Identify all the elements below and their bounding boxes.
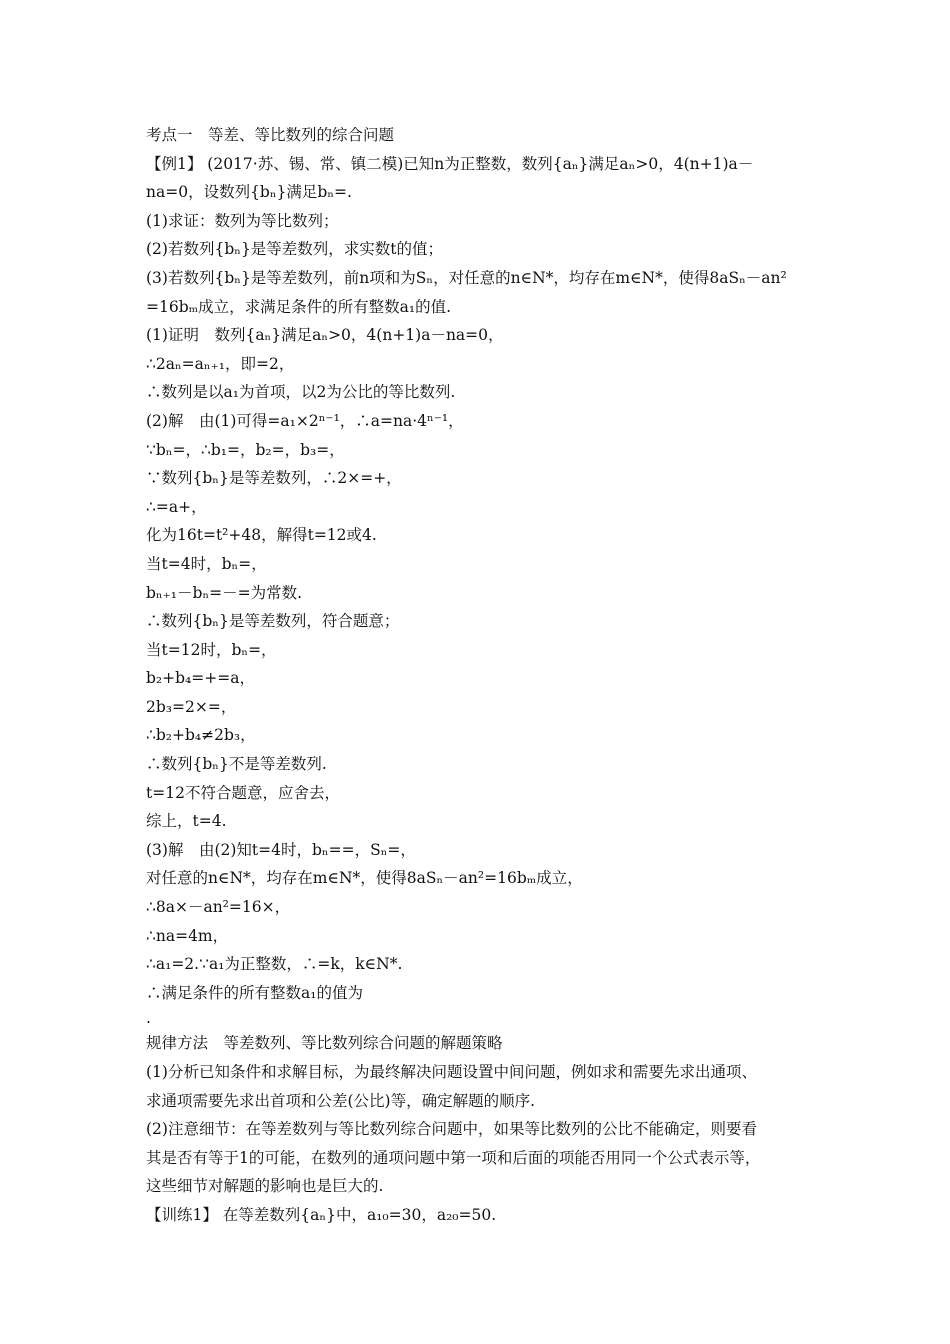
text-line: ∴8a×－an²=16×， <box>146 898 291 917</box>
document-body <box>146 121 826 1230</box>
text-line: na=0，设数列{bₙ}满足bₙ=. <box>146 183 352 202</box>
text-line: t=12不符合题意，应舍去， <box>146 783 340 802</box>
question-3: (3)若数列{bₙ}是等差数列，前n项和为Sₙ，对任意的n∈N*，均存在m∈N*，使得8aSₙ－an² <box>146 268 787 287</box>
method-heading: 规律方法 等差数列、等比数列综合问题的解题策略 <box>146 1034 503 1053</box>
text-line: 当t=12时，bₙ=， <box>146 640 277 659</box>
solution-1-heading: (1)证明 数列{aₙ}满足aₙ>0，4(n+1)a－na=0， <box>146 326 504 345</box>
text-line: =16bₘ成立，求满足条件的所有整数a₁的值. <box>146 297 452 316</box>
text-line: (2)注意细节：在等差数列与等比数列综合问题中，如果等比数列的公比不能确定，则要看 <box>146 1120 757 1139</box>
text-line: ∴数列{bₙ}不是等差数列. <box>146 755 327 774</box>
text-line: 对任意的n∈N*，均存在m∈N*，使得8aSₙ－an²=16bₘ成立， <box>146 869 583 888</box>
question-1: (1)求证：数列为等比数列； <box>146 211 339 230</box>
text-line: ∴满足条件的所有整数a₁的值为 <box>146 983 363 1002</box>
text-line: 求通项需要先求出首项和公差(公比)等，确定解题的顺序. <box>146 1091 536 1110</box>
exercise-1-statement: 【训练1】 在等差数列{aₙ}中，a₁₀=30，a₂₀=50. <box>146 1205 497 1224</box>
solution-2-heading: (2)解 由(1)可得=a₁×2ⁿ⁻¹，∴a=na·4ⁿ⁻¹， <box>146 411 464 430</box>
text-line: 这些细节对解题的影响也是巨大的. <box>146 1177 384 1196</box>
text-line: bₙ₊₁－bₙ=－=为常数. <box>146 583 303 602</box>
text-line: ∴数列{bₙ}是等差数列，符合题意； <box>146 612 400 631</box>
text-line: 其是否有等于1的可能，在数列的通项问题中第一项和后面的项能否用同一个公式表示等， <box>146 1148 761 1167</box>
text-line: ∴b₂+b₄≠2b₃， <box>146 726 256 745</box>
text-line: ∴=a+， <box>146 497 207 516</box>
text-line: ∵bₙ=，∴b₁=，b₂=，b₃=， <box>146 440 345 459</box>
text-line: (1)分析已知条件和求解目标，为最终解决问题设置中间问题，例如求和需要先求出通项、 <box>146 1063 757 1081</box>
solution-3-heading: (3)解 由(2)知t=4时，bₙ==，Sₙ=， <box>146 840 416 859</box>
text-line: ∵数列{bₙ}是等差数列，∴2×=+， <box>146 469 402 488</box>
text-line: ∴2aₙ=aₙ₊₁，即=2， <box>146 354 295 373</box>
text-line: 化为16t=t²+48，解得t=12或4. <box>146 526 377 545</box>
text-line: 当t=4时，bₙ=， <box>146 554 267 573</box>
section-heading: 考点一 等差、等比数列的综合问题 <box>146 126 395 144</box>
text-line: ∴数列是以a₁为首项，以2为公比的等比数列. <box>146 383 456 402</box>
example-1-statement: 【例1】 (2017·苏、锡、常、镇二模)已知n为正整数，数列{aₙ}满足aₙ>0，4(n+1)a－ <box>146 154 754 173</box>
text-line: . <box>146 1009 151 1028</box>
text-line: ∴na=4m， <box>146 926 229 945</box>
text-line: ∴a₁=2.∵a₁为正整数，∴=k，k∈N*. <box>146 955 403 974</box>
text-line: b₂+b₄=+=a， <box>146 669 255 688</box>
question-2: (2)若数列{bₙ}是等差数列，求实数t的值； <box>146 240 444 259</box>
text-line: 综上，t=4. <box>146 812 227 831</box>
text-line: 2b₃=2×=， <box>146 697 237 716</box>
